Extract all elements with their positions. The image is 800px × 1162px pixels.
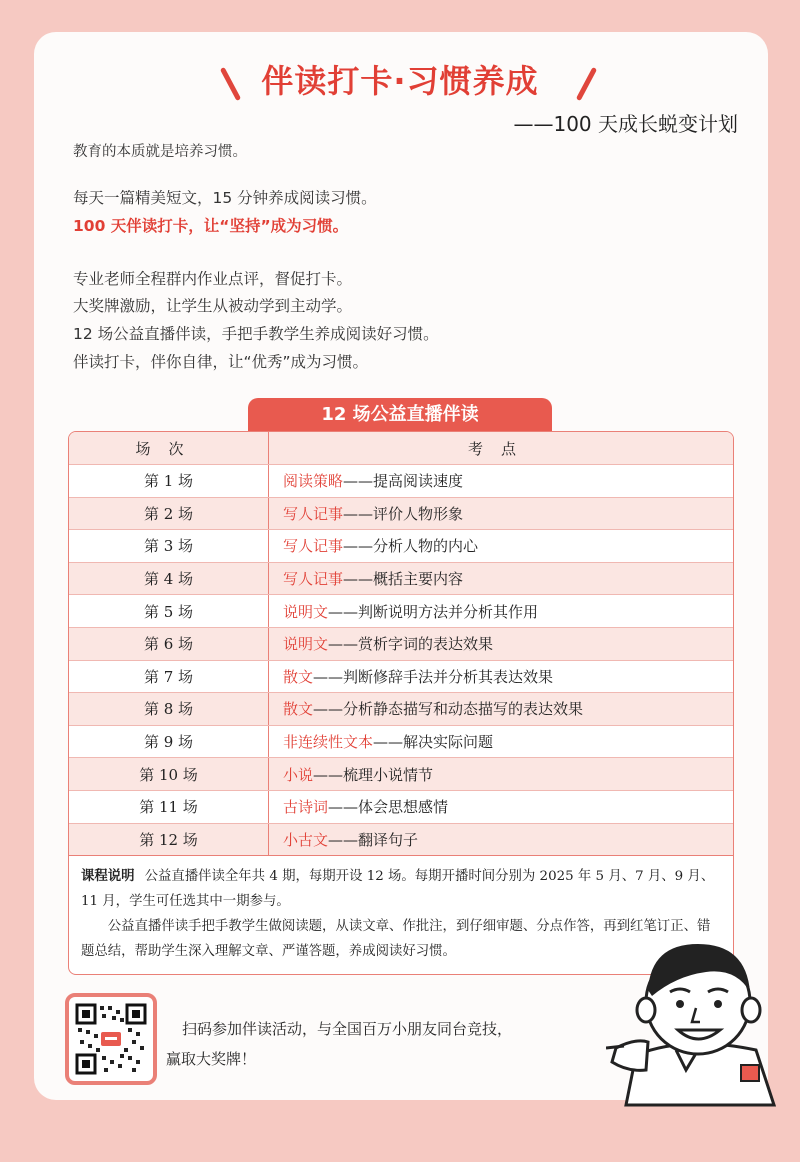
topic-cell	[269, 563, 733, 595]
bullet-1: 专业老师全程群内作业点评，督促打卡。	[73, 270, 353, 288]
table-row	[69, 594, 733, 627]
table-row	[69, 692, 733, 725]
qr-code-icon[interactable]	[65, 993, 157, 1085]
cartoon-boy-icon	[606, 930, 776, 1110]
session-cell: 第 6 场	[69, 628, 269, 660]
topic-cell	[269, 498, 733, 530]
table-row	[69, 725, 733, 758]
topic-cell	[269, 595, 733, 627]
topic-name: 写人记事	[283, 504, 344, 523]
session-cell: 第 12 场	[69, 824, 269, 856]
topic-name: 散文	[283, 667, 314, 686]
paragraph-1: 每天一篇精美短文，15 分钟养成阅读习惯。	[73, 189, 377, 207]
table-row	[69, 627, 733, 660]
topic-detail: ——梳理小说情节	[313, 765, 434, 784]
session-cell: 第 5 场	[69, 595, 269, 627]
notes-text-2: 公益直播伴读手把手教学生做阅读题，从读文章、作批注，到仔细审题、分点作答，再到红笔订正、错题总结，帮助学生深入理解文章、严谨答题，养成阅读好习惯。	[81, 919, 711, 960]
topic-cell	[269, 661, 733, 693]
table-row	[69, 562, 733, 595]
bullet-2: 大奖牌激励，让学生从被动学到主动学。	[73, 297, 353, 315]
session-cell: 第 4 场	[69, 563, 269, 595]
table-row	[69, 497, 733, 530]
schedule-table	[68, 431, 734, 975]
section-banner: 12 场公益直播伴读	[248, 398, 552, 432]
paragraph-1-highlight: 100 天伴读打卡，让“坚持”成为习惯。	[73, 217, 349, 235]
table-row	[69, 757, 733, 790]
topic-detail: ——分析人物的内心	[343, 537, 479, 556]
topic-name: 阅读策略	[283, 472, 344, 491]
topic-cell	[269, 530, 733, 562]
header-topic: 考点	[467, 439, 534, 458]
session-cell: 第 1 场	[69, 465, 269, 497]
topic-cell	[269, 726, 733, 758]
topic-detail: ——评价人物形象	[343, 504, 464, 523]
table-row	[69, 823, 733, 856]
table-header	[69, 432, 733, 464]
page-title: 伴读打卡·习惯养成	[261, 62, 539, 100]
topic-name: 小古文	[283, 830, 329, 849]
session-cell: 第 3 场	[69, 530, 269, 562]
session-cell: 第 8 场	[69, 693, 269, 725]
topic-name: 说明文	[283, 635, 329, 654]
bullet-4: 伴读打卡，伴你自律，让“优秀”成为习惯。	[73, 353, 369, 371]
topic-name: 非连续性文本	[283, 733, 374, 752]
scan-text-line-2: 赢取大奖牌！	[166, 1050, 257, 1068]
bullet-3: 12 场公益直播伴读，手把手教学生养成阅读好习惯。	[73, 325, 439, 343]
topic-name: 古诗词	[283, 798, 329, 817]
topic-name: 写人记事	[283, 537, 344, 556]
header-session: 场次	[69, 432, 269, 464]
topic-cell	[269, 628, 733, 660]
scan-text-line-1: 扫码参加伴读活动，与全国百万小朋友同台竞技，	[182, 1020, 513, 1038]
topic-cell	[269, 758, 733, 790]
session-cell: 第 7 场	[69, 661, 269, 693]
page-subtitle: ——100 天成长蜕变计划	[513, 112, 738, 136]
topic-detail: ——解决实际问题	[373, 733, 494, 752]
notes-label: 课程说明	[81, 869, 135, 885]
table-row	[69, 529, 733, 562]
qr-code-graphic	[75, 1003, 147, 1075]
session-cell: 第 2 场	[69, 498, 269, 530]
topic-detail: ——判断说明方法并分析其作用	[328, 602, 539, 621]
topic-cell	[269, 824, 733, 856]
topic-cell	[269, 791, 733, 823]
topic-name: 写人记事	[283, 570, 344, 589]
topic-detail: ——体会思想感情	[328, 798, 449, 817]
topic-detail: ——判断修辞手法并分析其表达效果	[313, 667, 554, 686]
topic-detail: ——概括主要内容	[343, 570, 464, 589]
notes-line-1	[81, 864, 721, 914]
table-row	[69, 464, 733, 497]
notes-text-1: 公益直播伴读全年共 4 期，每期开设 12 场。每期开播时间分别为 2025 年 5 月、7 月、9 月、11 月，学生可任选其中一期参与。	[81, 869, 715, 910]
topic-cell	[269, 693, 733, 725]
topic-name: 说明文	[283, 602, 329, 621]
topic-detail: ——分析静态描写和动态描写的表达效果	[313, 700, 584, 719]
session-cell: 第 9 场	[69, 726, 269, 758]
topic-detail: ——提高阅读速度	[343, 472, 464, 491]
topic-detail: ——翻译句子	[328, 830, 419, 849]
topic-detail: ——赏析字词的表达效果	[328, 635, 494, 654]
topic-cell	[269, 465, 733, 497]
topic-name: 散文	[283, 700, 314, 719]
table-row	[69, 660, 733, 693]
topic-name: 小说	[283, 765, 314, 784]
table-row	[69, 790, 733, 823]
session-cell: 第 11 场	[69, 791, 269, 823]
session-cell: 第 10 场	[69, 758, 269, 790]
intro-text: 教育的本质就是培养习惯。	[73, 144, 247, 160]
